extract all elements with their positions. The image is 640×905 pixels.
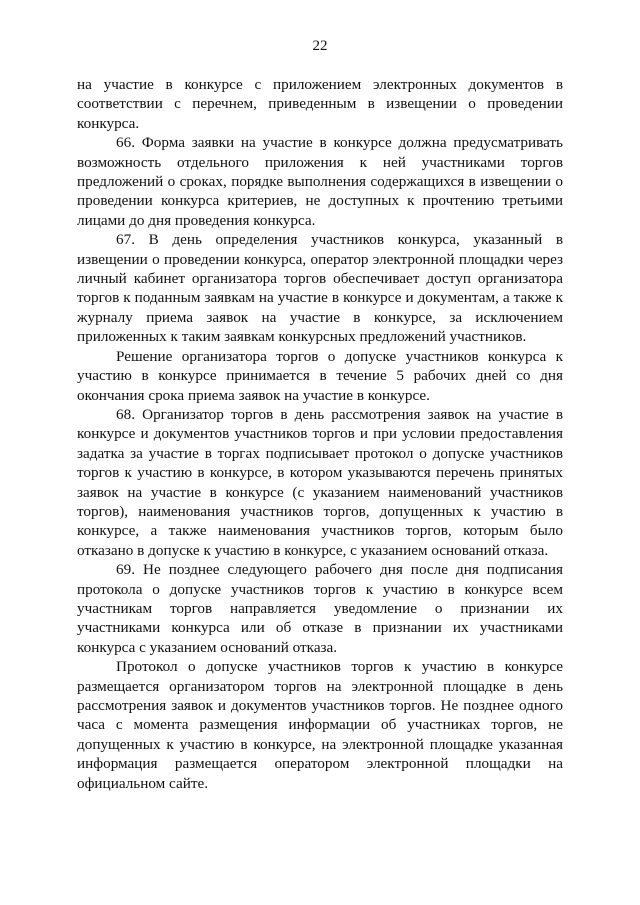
- paragraph-68: 68. Организатор торгов в день рассмотрения заявок на участие в конкурсе и документов участников торгов и при условии предоставления задатка за участие в торгах подписывает протокол о допуске участников торгов к участию в конкурсе, в котором указываются перечень принятых заявок на участие в конкурсе (с указанием наименований участников торгов), наименования участников торгов, допущенных к участию в конкурсе, а также наименования участников торгов, которым было отказано в допуске к участию в конкурсе, с указанием оснований отказа.: [77, 405, 563, 559]
- paragraph-67-decision: Решение организатора торгов о допуске участников конкурса к участию в конкурсе принимается в течение 5 рабочих дней со дня окончания срока приема заявок на участие в конкурсе.: [77, 347, 563, 404]
- paragraph-69: 69. Не позднее следующего рабочего дня после дня подписания протокола о допуске участников торгов к участию в конкурсе всем участникам торгов направляется уведомление о признании их участниками конкурса или об отказе в признании их участниками конкурса с указанием оснований отказа.: [77, 561, 563, 656]
- paragraph-continuation: на участие в конкурсе с приложением электронных документов в соответствии с перечнем, приведенным в извещении о проведении конкурса.: [77, 76, 563, 132]
- paragraph-66: 66. Форма заявки на участие в конкурсе должна предусматривать возможность отдельного приложения к ней участниками торгов предложений о сроках, порядке выполнения содержащихся в извещении о проведении конкурса критериев, не доступных к прочтению третьими лицами до дня проведения конкурса.: [77, 134, 563, 229]
- document-body: [77, 75, 563, 793]
- page-number: 22: [312, 38, 328, 54]
- paragraph-67: 67. В день определения участников конкурса, указанный в извещении о проведении конкурса, оператор электронной площадки через личный кабинет организатора торгов обеспечивает доступ организатора торгов к поданным заявкам на участие в конкурсе и документам, а также к журналу приема заявок на участие в конкурсе, за исключением приложенных к таким заявкам конкурсных предложений участников.: [77, 231, 563, 346]
- paragraph-69-protocol: Протокол о допуске участников торгов к участию в конкурсе размещается организатором торгов на электронной площадке в день рассмотрения заявок и документов участников торгов. Не позднее одного часа с момента размещения информации об участниках торгов, не допущенных к участию в конкурсе, на электронной площадке указанная информация размещается оператором электронной площадки на официальном сайте.: [77, 658, 563, 792]
